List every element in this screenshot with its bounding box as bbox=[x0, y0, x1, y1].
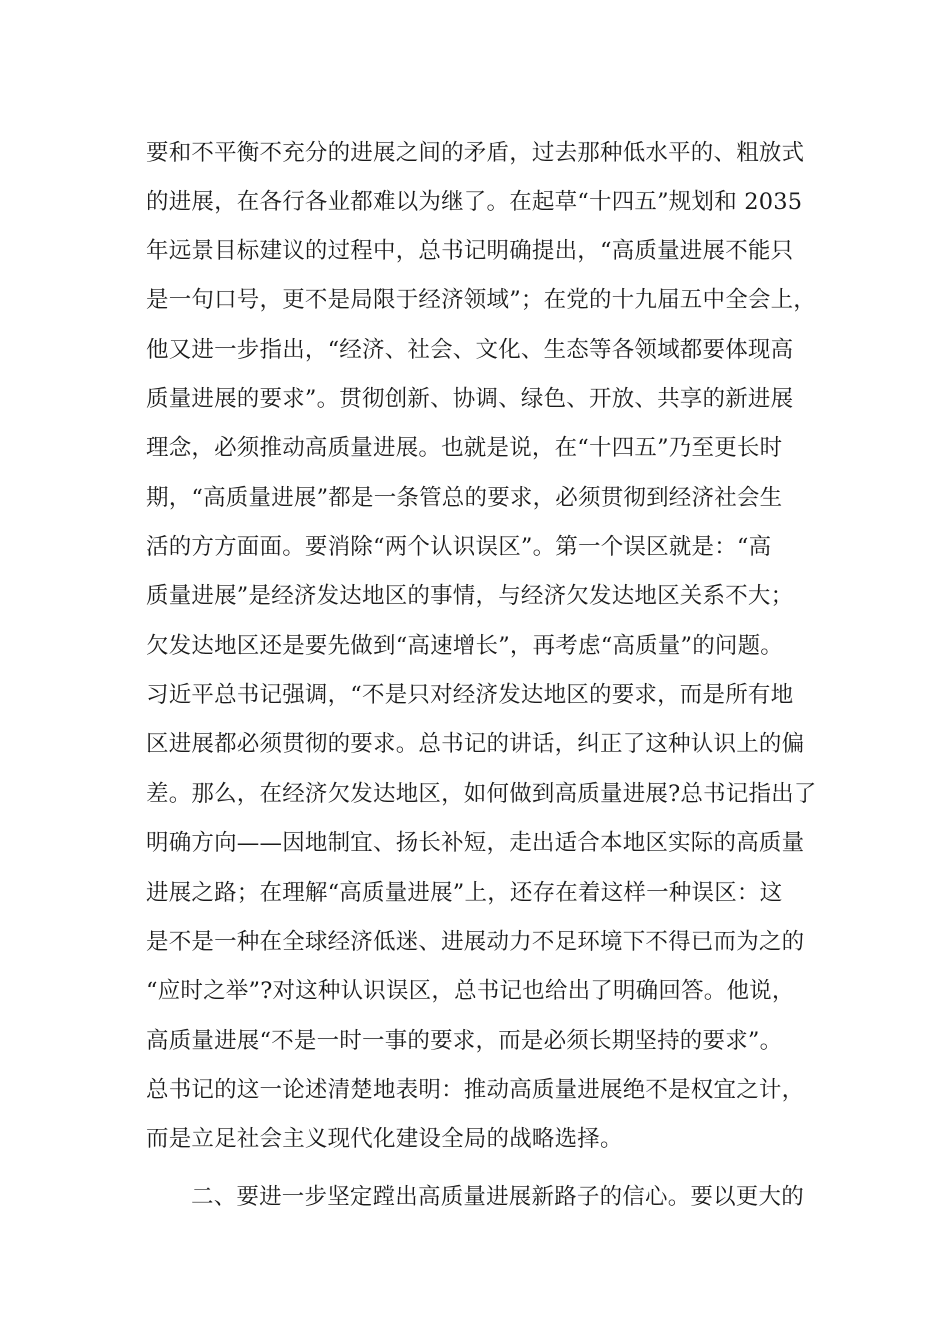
text-line: 理念，必须推动高质量进展。也就是说，在“十四五”乃至更长时 bbox=[146, 435, 783, 461]
text-line: “应时之举”?对这种认识误区，总书记也给出了明确回答。他说， bbox=[146, 978, 795, 1004]
text-line: 质量进展”是经济发达地区的事情，与经济欠发达地区关系不大； bbox=[146, 583, 794, 609]
text-line: 明确方向——因地制宜、扬长补短，走出适合本地区实际的高质量 bbox=[146, 830, 805, 856]
text-line: 是一句口号，更不是局限于经济领域”；在党的十九届五中全会上， bbox=[146, 287, 817, 313]
text-line: 欠发达地区还是要先做到“高速增长”，再考虑“高质量”的问题。 bbox=[146, 633, 784, 659]
text-line: 的进展，在各行各业都难以为继了。在起草“十四五”规划和 2035 bbox=[146, 189, 803, 215]
text-line: 期，“高质量进展”都是一条管总的要求，必须贯彻到经济社会生 bbox=[146, 485, 783, 511]
text-line: 而是立足社会主义现代化建设全局的战略选择。 bbox=[146, 1126, 623, 1152]
text-line: 总书记的这一论述清楚地表明：推动高质量进展绝不是权宜之计， bbox=[146, 1077, 805, 1103]
text-line: 年远景目标建议的过程中，总书记明确提出，“高质量进展不能只 bbox=[146, 238, 794, 264]
text-line: 是不是一种在全球经济低迷、进展动力不足环境下不得已而为之的 bbox=[146, 929, 805, 955]
text-line: 活的方方面面。要消除“两个认识误区”。第一个误区就是：“高 bbox=[146, 534, 772, 560]
text-line: 高质量进展“不是一时一事的要求，而是必须长期坚持的要求”。 bbox=[146, 1028, 783, 1054]
text-line: 要和不平衡不充分的进展之间的矛盾，过去那种低水平的、粗放式 bbox=[146, 140, 805, 166]
text-line: 差。那么，在经济欠发达地区，如何做到高质量进展?总书记指出了 bbox=[146, 781, 817, 807]
section-heading-line: 二、要进一步坚定蹚出高质量进展新路子的信心。要以更大的 bbox=[191, 1184, 804, 1210]
text-line: 质量进展的要求”。贯彻创新、协调、绿色、开放、共享的新进展 bbox=[146, 386, 794, 412]
text-line: 他又进一步指出，“经济、社会、文化、生态等各领域都要体现高 bbox=[146, 337, 794, 363]
text-line: 区进展都必须贯彻的要求。总书记的讲话，纠正了这种认识上的偏 bbox=[146, 731, 805, 757]
text-line: 习近平总书记强调，“不是只对经济发达地区的要求，而是所有地 bbox=[146, 682, 794, 708]
text-line: 进展之路；在理解“高质量进展”上，还存在着这样一种误区：这 bbox=[146, 880, 783, 906]
